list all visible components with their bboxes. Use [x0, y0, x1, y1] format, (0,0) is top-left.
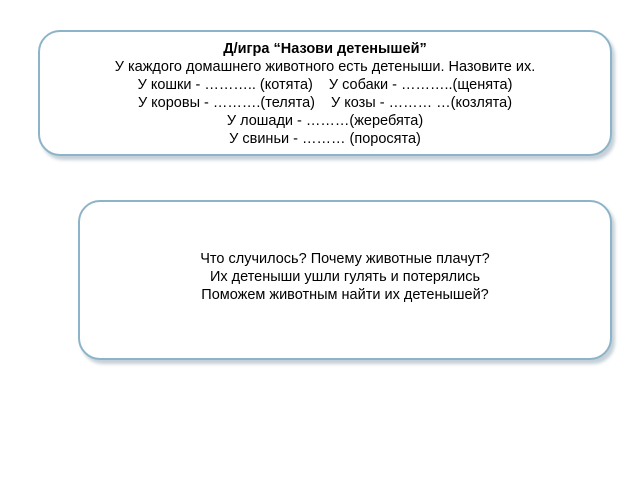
story-statement: Их детеныши ушли гулять и потерялись [209, 269, 481, 285]
game-intro: У каждого домашнего животного есть детеныши. Назовите их. [114, 59, 536, 75]
story-call-to-action: Поможем животным найти их детенышей? [201, 287, 489, 303]
game-card [38, 30, 612, 156]
story-card [78, 200, 612, 360]
animal-dog: У собаки - ………..(щенята) [328, 77, 513, 93]
animal-row [40, 94, 610, 112]
story-question: Что случилось? Почему животные плачут? [200, 251, 490, 267]
animal-goat: У козы - ……… …(козлята) [331, 95, 513, 111]
animal-cow: У коровы - ……….(телята) [137, 95, 315, 111]
animal-horse: У лошади - ………(жеребята) [226, 113, 424, 129]
animal-cat: У кошки - ……….. (котята) [137, 77, 313, 93]
animal-row [40, 112, 610, 130]
game-title: Д/игра “Назови детенышей” [223, 41, 427, 57]
animal-row [40, 76, 610, 94]
animal-pig: У свиньи - ……… (поросята) [229, 131, 421, 147]
animal-row [40, 130, 610, 148]
